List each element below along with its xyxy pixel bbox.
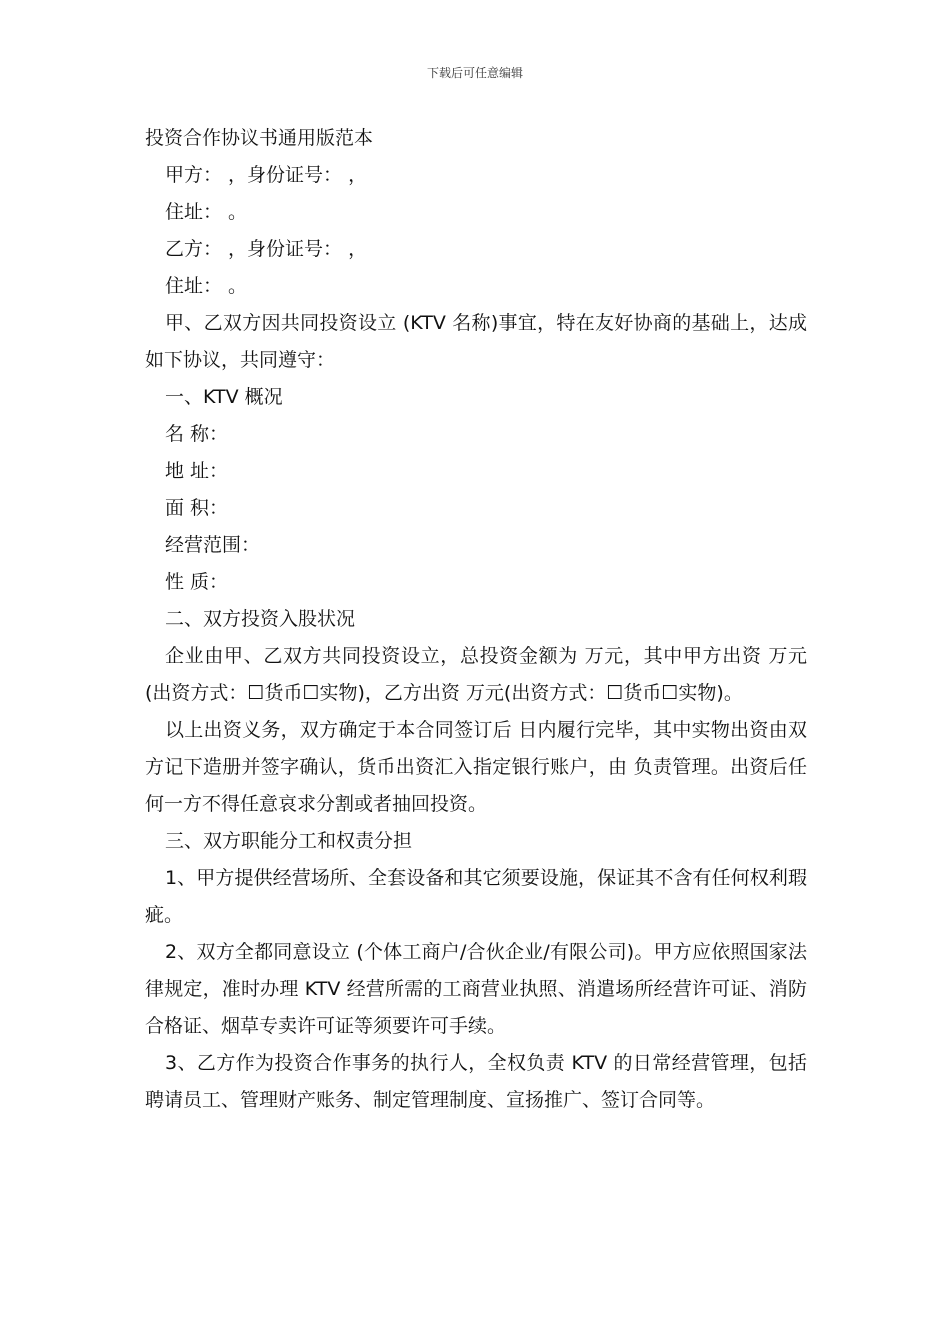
- intro-paragraph: 甲、乙双方因共同投资设立 (KTV 名称)事宜，特在友好协商的基础上，达成如下协议，共同遵守：: [145, 312, 807, 371]
- clause-1: 1、甲方提供经营场所、全套设备和其它须要设施，保证其不含有任何权利瑕疵。: [145, 867, 807, 926]
- ktv-scope-field: 经营范围：: [165, 534, 261, 556]
- party-a-address: 住址： 。: [165, 201, 248, 223]
- investment-paragraph: 企业由甲、乙双方共同投资设立，总投资金额为 万元，其中甲方出资 万元(出资方式：☐货币☐实物)，乙方出资 万元(出资方式：☐货币☐实物)。: [145, 645, 807, 704]
- section3-heading: 三、双方职能分工和权责分担: [165, 830, 413, 852]
- ktv-name-field: 名 称：: [165, 423, 229, 445]
- party-b-address: 住址： 。: [165, 275, 248, 297]
- clause-2: 2、双方全都同意设立 (个体工商户/合伙企业/有限公司)。甲方应依照国家法律规定，准时办理 KTV 经营所需的工商营业执照、消遣场所经营许可证、消防合格证、烟草专卖许可证等须要许可手续。: [145, 941, 807, 1037]
- section2-heading: 二、双方投资入股状况: [165, 608, 356, 630]
- ktv-address-field: 地 址：: [165, 460, 229, 482]
- clause-3: 3、乙方作为投资合作事务的执行人，全权负责 KTV 的日常经营管理，包括聘请员工、管理财产账务、制定管理制度、宣扬推广、签订合同等。: [145, 1052, 807, 1111]
- document-title: 投资合作协议书通用版范本: [145, 127, 374, 149]
- ktv-area-field: 面 积：: [165, 497, 229, 519]
- party-a-line: 甲方： ，身份证号： ，: [165, 164, 368, 186]
- section1-heading: 一、KTV 概况: [165, 386, 283, 408]
- ktv-nature-field: 性 质：: [165, 571, 229, 593]
- party-b-line: 乙方： ，身份证号： ，: [165, 238, 368, 260]
- document-body: [145, 120, 807, 1119]
- obligation-paragraph: 以上出资义务，双方确定于本合同签订后 日内履行完毕，其中实物出资由双方记下造册并签字确认，货币出资汇入指定银行账户，由 负责管理。出资后任何一方不得任意哀求分割或者抽回投资。: [145, 719, 807, 815]
- page-header: 下载后可任意编辑: [426, 66, 523, 80]
